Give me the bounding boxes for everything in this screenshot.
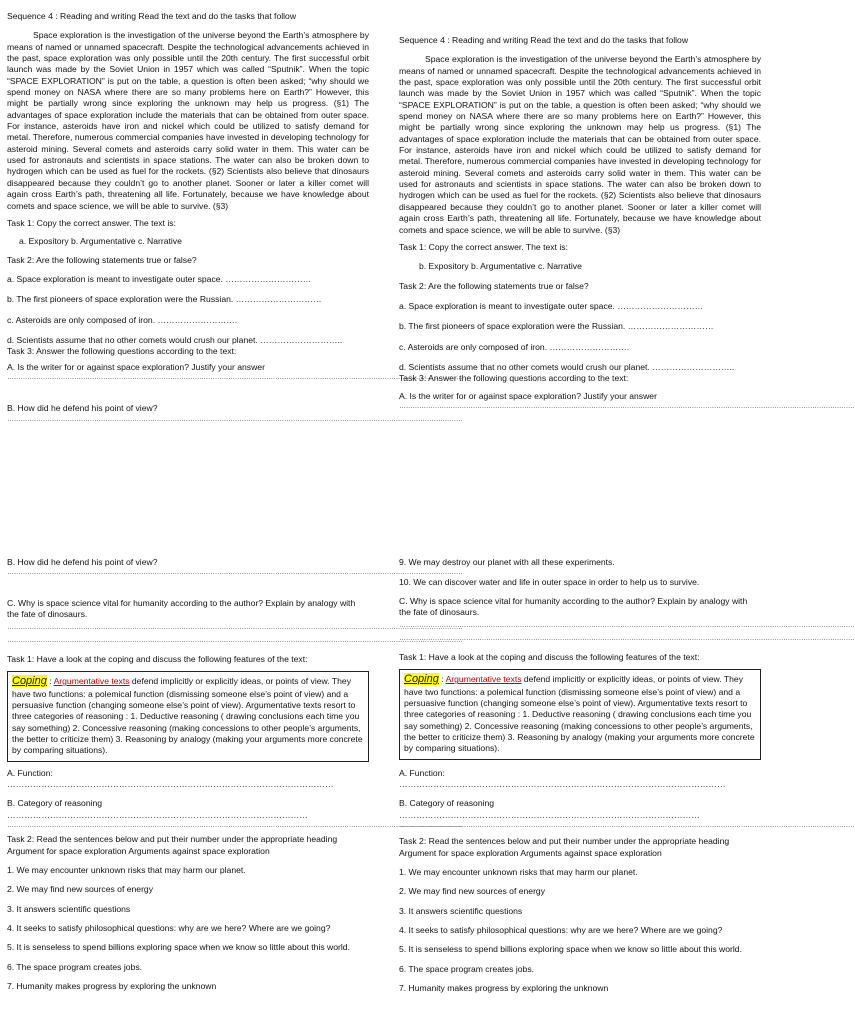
task2-label: Task 2: Are the following statements true or false? [7, 254, 197, 265]
right-bottom-column [399, 557, 855, 994]
task2-label-right: Task 2: Are the following statements true or false? [399, 280, 589, 291]
statement-a-right: a. Space exploration is meant to investigate outer space. ………………………… [399, 300, 704, 311]
answer-line-a-right: …………………………………………………………………………………………………………………………………………………………………………………… [399, 402, 855, 410]
sentence-9: 9. We may destroy our planet with all these experiments. [399, 557, 615, 567]
sentence-10: 10. We can discover water and life in outer space in order to help us to survive. [399, 577, 700, 588]
statement-b: b. The first pioneers of space exploration were the Russian. ………………………… [7, 294, 322, 305]
sentence-5-right: 5. It is senseless to spend billions exploring space when we know so little about this world. [399, 944, 742, 955]
argumentative-texts-link: Argumentative texts [53, 676, 130, 687]
answer-line-b-repeat: …………………………………………………………………………………………………………………………………………………………………………………… [7, 569, 463, 577]
sentence-2-right: 2. We may find new sources of energy [399, 886, 546, 897]
sentence-1: 1. We may encounter unknown risks that may harm our planet. [7, 864, 246, 875]
coping-task-label-right: Task 1: Have a look at the coping and discuss the following features of the text: [399, 651, 700, 662]
sentence-3: 3. It answers scientific questions [7, 903, 131, 914]
answer-line-c1-right: …………………………………………………………………………………………………………………………………………………………………………………… [399, 622, 855, 630]
task1-label: Task 1: Copy the correct answer. The text is: [7, 217, 176, 228]
coping-task-label: Task 1: Have a look at the coping and discuss the following features of the text: [7, 653, 308, 664]
answer-line-a: …………………………………………………………………………………………………………………………………………………………………………………… [7, 373, 463, 381]
question-b: B. How did he defend his point of view? [7, 403, 158, 414]
coping-colon: : [46, 676, 54, 687]
left-top-column [7, 11, 463, 424]
question-a: A. Is the writer for or against space exploration? Justify your answer [7, 361, 265, 372]
right-top-column [399, 35, 855, 411]
coping-box [7, 671, 369, 762]
coping-box-right [399, 669, 761, 760]
sentence-7: 7. Humanity makes progress by exploring the unknown [7, 981, 217, 992]
answer-line-c2: …………………………………………………………………………………………………………………………………………………………………………………… [7, 636, 463, 644]
sentence-4: 4. It seeks to satisfy philosophical questions: why are we here? Where are we going? [7, 922, 331, 933]
sentence-2: 2. We may find new sources of energy [7, 884, 154, 895]
statement-c-right: c. Asteroids are only composed of iron. ………………………. [399, 341, 630, 352]
sentence-6: 6. The space program creates jobs. [7, 961, 143, 972]
sequence-title-right: Sequence 4 : Reading and writing Read the text and do the tasks that follow [399, 35, 689, 45]
coping-colon-right: : [438, 674, 446, 685]
answer-line-category: …………………………………………………………………………………………………………………………………………………………………………………… [7, 822, 463, 830]
statement-b-right: b. The first pioneers of space exploration were the Russian. ………………………… [399, 321, 714, 332]
sentence-4-right: 4. It seeks to satisfy philosophical questions: why are we here? Where are we going? [399, 925, 723, 936]
question-b-repeat: B. How did he defend his point of view? [7, 557, 158, 567]
argumentative-texts-link-right: Argumentative texts [445, 674, 522, 685]
sentence-6-right: 6. The space program creates jobs. [399, 963, 535, 974]
function-question: A. Function: …………………………………………………………………………………………………… [7, 767, 334, 789]
reading-passage: Space exploration is the investigation of the universe beyond the Earth’s atmosphere by means of named or unnamed spacecraft. Despite the technological advancements achieved in the past, space exploration was only possible until the 20th century. The first successful orbit launch was made by the Soviet Union in 1957 which was called “Sputnik”. When the topic “SPACE EXPLORATION” is put on the table, a question is often been asked; “why should we spend money on NASA where there are so many problems here on Earth?” However, this might be partially wrong since exploring the unknown may help us progress. (§1) The advantages of space exploration include the materials that can be obtained from outer space. For instance, asteroids have iron and nickel which could be utilized to satisfy demand for metal. Therefore, numerous commercial companies have invested in developing technology for asteroid mining. Several comets and asteroids carry solid water in them. This water can be used for astronauts and scientists in space stations. The water can also be broken down to hydrogen which can be used as fuel for the rockets. (§2) Scientists also believe that dinosaurs disappeared because they couldn’t go to another planet. Sooner or later a killer comet will again cross Earth’s path, threatening all life. Fortunately, because we have knowledge about comets and space science, we will be able to survive. (§3) [7, 30, 369, 211]
question-c: C. Why is space science vital for humanity according to the author? Explain by analogy with the fate of dinosaurs. [7, 597, 356, 619]
sentence-3-right: 3. It answers scientific questions [399, 905, 523, 916]
task1-label-right: Task 1: Copy the correct answer. The text is: [399, 241, 568, 252]
question-c-right: C. Why is space science vital for humanity according to the author? Explain by analogy with the fate of dinosaurs. [399, 595, 748, 618]
sentence-1-right: 1. We may encounter unknown risks that may harm our planet. [399, 867, 638, 878]
function-question-right: A. Function: …………………………………………………………………………………………………… [399, 767, 726, 790]
category-question-right: B. Category of reasoning …………………………………………………………………………………………… [399, 798, 700, 820]
task3-label: Task 3: Answer the following questions according to the text: [7, 346, 237, 357]
task2-sort-label: Task 2: Read the sentences below and put their number under the appropriate heading Argument for space exploration Arguments against space exploration [7, 834, 338, 856]
coping-label-right: Coping [404, 673, 439, 686]
coping-definition: defend implicitly or explicitly ideas, or points of view. They have two functions: a polemical function (dismissing someone else’s point of view) and a persuasive function (changing someone else’s point of view). Argumentative texts resort to three categories of reasoning : 1. Deductive reasoning ( drawing conclusions each time you say something) 2. Concessive reasoning (making concessions to other people’s arguments, the better to criticize them) 3. Reasoning by analogy (making your arguments more concrete by comparing situations). [12, 676, 363, 756]
coping-label: Coping [12, 675, 47, 688]
task2-sort-label-right: Task 2: Read the sentences below and put their number under the appropriate heading Argument for space exploration Arguments against space exploration [399, 836, 730, 858]
statement-d-right: d. Scientists assume that no other comets would crush our planet. ……………………….. [399, 361, 735, 372]
task3-label-right: Task 3: Answer the following questions according to the text: [399, 373, 629, 384]
question-a-right: A. Is the writer for or against space exploration? Justify your answer [399, 390, 657, 401]
task1-options-right: b. Expository b. Argumentative c. Narrative [419, 261, 582, 272]
coping-definition-right: defend implicitly or explicitly ideas, or points of view. They have two functions: a polemical function (dismissing someone else’s point of view) and a persuasive function (changing someone else’s point of view). Argumentative texts resort to three categories of reasoning : 1. Deductive reasoning ( drawing conclusions each time you say something) 2. Concessive reasoning (making concessions to other people’s arguments, the better to criticize them) 3. Reasoning by analogy (making your arguments more concrete by comparing situations). [404, 674, 755, 754]
answer-line-c2-right: …………………………………………………………………………………………………………………………………………………………………………………… [399, 634, 855, 642]
answer-line-c1: …………………………………………………………………………………………………………………………………………………………………………………… [7, 624, 463, 632]
sentence-5: 5. It is senseless to spend billions exploring space when we know so little about this world. [7, 942, 350, 953]
answer-line-b: …………………………………………………………………………………………………………………………………………………………………………………… [7, 415, 463, 423]
category-question: B. Category of reasoning …………………………………………………………………………………………… [7, 798, 308, 820]
sequence-title: Sequence 4 : Reading and writing Read the text and do the tasks that follow [7, 11, 297, 21]
answer-line-category-right: …………………………………………………………………………………………………………………………………………………………………………………… [399, 822, 855, 830]
statement-a: a. Space exploration is meant to investigate outer space. ………………………… [7, 273, 312, 284]
left-bottom-column [7, 557, 463, 992]
task1-options: a. Expository b. Argumentative c. Narrative [19, 236, 182, 247]
statement-d: d. Scientists assume that no other comets would crush our planet. ……………………….. [7, 334, 343, 345]
statement-c: c. Asteroids are only composed of iron. ………………………. [7, 314, 238, 325]
reading-passage-right: Space exploration is the investigation of the universe beyond the Earth’s atmosphere by means of named or unnamed spacecraft. Despite the technological advancements achieved in the past, space exploration was only possible until the 20th century. The first successful orbit launch was made by the Soviet Union in 1957 which was called “Sputnik”. When the topic “SPACE EXPLORATION” is put on the table, a question is often been asked; “why should we spend money on NASA where there are so many problems here on Earth?” However, this might be partially wrong since exploring the unknown may help us progress. (§1) The advantages of space exploration include the materials that can be obtained from outer space. For instance, asteroids have iron and nickel which could be utilized to satisfy demand for metal. Therefore, numerous commercial companies have invested in developing technology for asteroid mining. Several comets and asteroids carry solid water in them. This water can be used for astronauts and scientists in space stations. The water can also be broken down to hydrogen which can be used as fuel for the rockets. (§2) Scientists also believe that dinosaurs disappeared because they couldn’t go to another planet. Sooner or later a killer comet will again cross Earth’s path, threatening all life. Fortunately, because we have knowledge about comets and space science, we will be able to survive. (§3) [399, 54, 761, 235]
sentence-7-right: 7. Humanity makes progress by exploring the unknown [399, 983, 609, 994]
